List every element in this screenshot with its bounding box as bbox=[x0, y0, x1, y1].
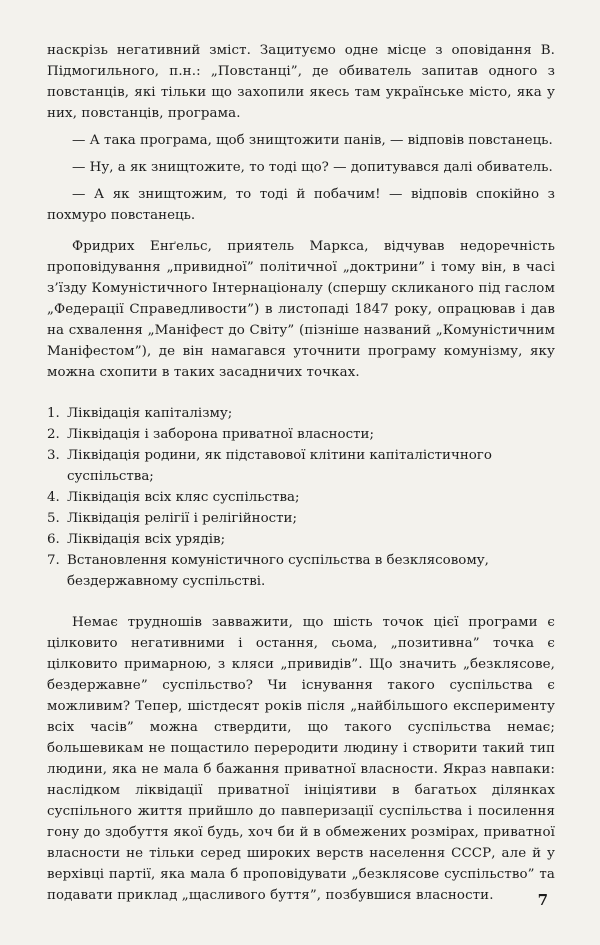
list-item bbox=[47, 424, 555, 445]
list-item-text: Встановлення комуністичного суспільства в безклясовому, бездержавному суспільстві. bbox=[67, 553, 489, 589]
list-item-text: Ліквідація релігії і релігійности; bbox=[67, 511, 297, 526]
page-text-block bbox=[47, 40, 555, 906]
list-item-text: Ліквідація родини, як підставової клітини капіталістичного суспільства; bbox=[67, 448, 492, 484]
program-points-list bbox=[47, 403, 555, 592]
list-item-number: 1. bbox=[47, 406, 60, 421]
list-item-text: Ліквідація і заборона приватної власности; bbox=[67, 427, 374, 442]
page-number: 7 bbox=[537, 891, 548, 909]
list-item-text: Ліквідація капіталізму; bbox=[67, 406, 233, 421]
list-item-number: 2. bbox=[47, 427, 60, 442]
list-item-number: 3. bbox=[47, 448, 60, 463]
list-item bbox=[47, 403, 555, 424]
dialogue-line-3: — А як знищтожим, то тоді й побачим! — відповів спокійно з похмуро повстанець. bbox=[47, 187, 555, 223]
list-item-number: 7. bbox=[47, 553, 60, 568]
intro-paragraph: наскрізь негативний зміст. Зацитуємо одне місце з оповідання В. Підмогильного, п.н.: „Повстанці”, де обиватель запитав одного з повстанців, які тільки що захопили якесь там українське місто, яка у них, повстанців, програма. bbox=[47, 43, 555, 121]
list-item-number: 5. bbox=[47, 511, 60, 526]
dialogue-line-1: — А така програма, щоб знищтожити панів, — відповів повстанець. bbox=[72, 133, 553, 148]
engels-paragraph: Фридрих Енґельс, приятель Маркса, відчував недоречність проповідування „привидної” політичної „доктрини” і тому він, в часі з’їзду Комуністичного Інтернаціоналу (спершу скликаного під гаслом „Федерації Справедливости”) в листопаді 1847 року, опрацював і дав на схвалення „Маніфест до Світу” (пізніше названий „Комуністичним Маніфестом”), де він намагався уточнити програму комунізму, яку можна схопити в таких засадничих точках. bbox=[47, 239, 555, 380]
closing-paragraph: Немає трудношів завважити, що шість точок цієї програми є цілковито негативними і остання, сьома, „позитивна” точка є цілковито примарною, з кляси „привидів”. Що значить „безклясове, бездержавне” суспільство? Чи існування такого суспільства є можливим? Тепер, шістдесят років після „найбільшого експерименту всіх часів” можна ствердити, що такого суспільства немає; большевикам не пощастило переродити людину і створити такий тип людини, яка не мала б бажання приватної власности. Якраз навпаки: наслідком ліквідації приватної ініціятиви в багатьох ділянках суспільного життя прийшло до павперизації суспільства і посилення гону до здобуття якої будь, хоч би й в обмежених розмірах, приватної власности не тільки серед широких верств населення СССР, але й у верхівці партії, яка мала б проповідувати „безклясове суспільство” та подавати приклад „щасливого буття”, позбувшися власности. bbox=[47, 615, 555, 903]
list-item bbox=[47, 529, 555, 550]
list-item-text: Ліквідація всіх кляс суспільства; bbox=[67, 490, 300, 505]
list-item bbox=[47, 550, 555, 592]
list-item-number: 4. bbox=[47, 490, 60, 505]
list-item bbox=[47, 508, 555, 529]
dialogue-line-2: — Ну, а як знищтожите, то тоді що? — допитувався далі обиватель. bbox=[72, 160, 553, 175]
list-item bbox=[47, 445, 555, 487]
list-item-number: 6. bbox=[47, 532, 60, 547]
list-item bbox=[47, 487, 555, 508]
list-item-text: Ліквідація всіх урядів; bbox=[67, 532, 226, 547]
